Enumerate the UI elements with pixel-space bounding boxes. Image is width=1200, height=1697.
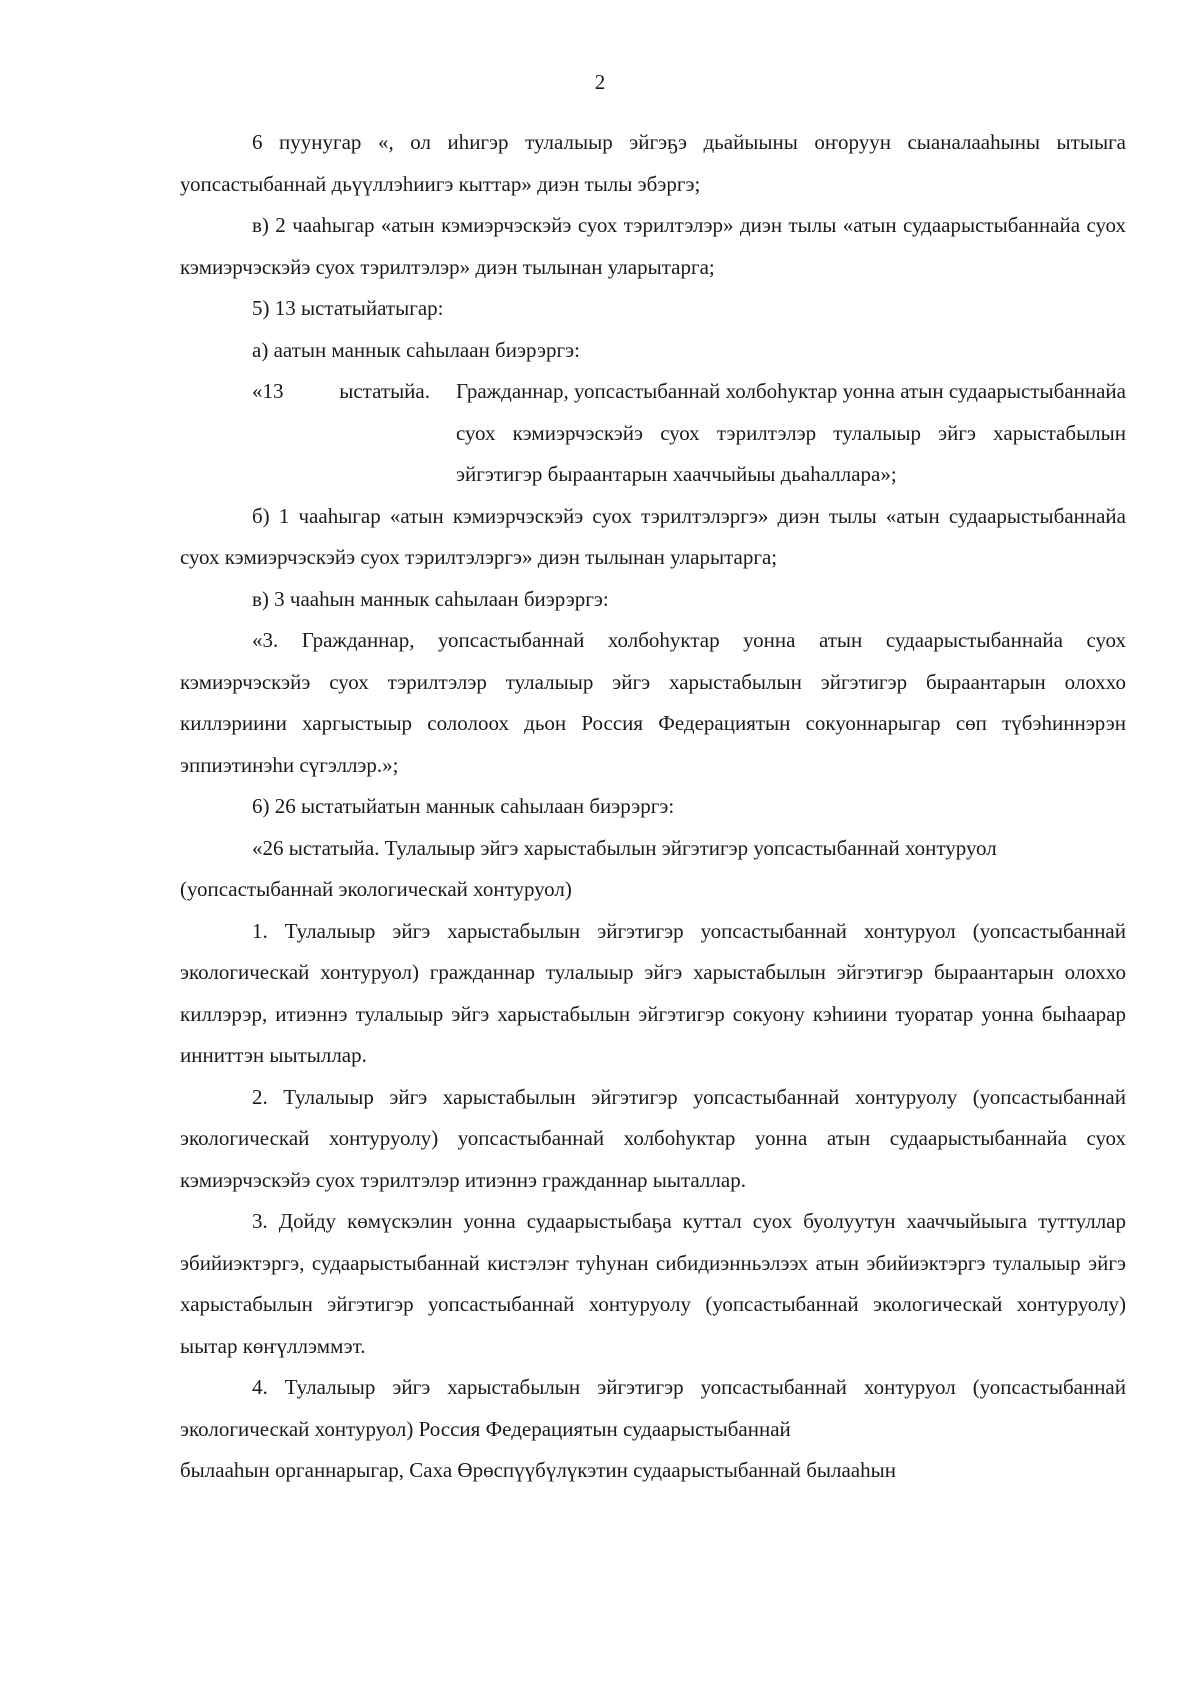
paragraph: 4. Тулалыыр эйгэ харыстабылын эйгэтигэр уопсастыбаннай хонтуруол (уопсастыбаннай экологическай хонтуруол) Россия Федерациятын судаарыстыбаннай bbox=[180, 1375, 1126, 1441]
paragraph: 5) 13 ыстатыйатыгар: bbox=[252, 296, 444, 320]
article-word: ыстатыйа. bbox=[339, 379, 430, 403]
paragraph: в) 2 чааһыгар «атын кэмиэрчэскэйэ суох тэрилтэлэр» диэн тылы «атын судаарыстыбаннайа суох кэмиэрчэскэйэ суох тэрилтэлэр» диэн тылынан уларытарга; bbox=[180, 213, 1126, 279]
article-13-heading bbox=[180, 371, 1126, 496]
paragraph: а) аатын маннык саһылаан биэрэргэ: bbox=[252, 337, 580, 362]
paragraph: 1. Тулалыыр эйгэ харыстабылын эйгэтигэр уопсастыбаннай хонтуруол (уопсастыбаннай экологическай хонтуруол) гражданнар тулалыыр эйгэ харыстабылын эйгэтигэр быраантарын олоххо киллэрэр, итиэннэ тулалыыр эйгэ харыстабылын эйгэтигэр сокуону кэһиини туоратар уонна быһаарар инниттэн ыытыллар. bbox=[180, 918, 1126, 1067]
article-13-number bbox=[252, 371, 456, 496]
paragraph-continuation: былааһын органнарыгар, Саха Өрөспүүбүлүкэтин судаарыстыбаннай былааһын bbox=[180, 1458, 896, 1482]
article-13-title: Гражданнар, уопсастыбаннай холбоһуктар уонна атын судаарыстыбаннайа суох кэмиэрчэскэйэ суох тэрилтэлэр тулалыыр эйгэ харыстабылын эйгэтигэр быраантарын хааччыйыы дьаһаллара»; bbox=[456, 379, 1126, 486]
paragraph: 6) 26 ыстатыйатын маннык саһылаан биэрэргэ: bbox=[252, 794, 675, 818]
article-26-subtitle: (уопсастыбаннай экологическай хонтуруол) bbox=[180, 877, 572, 901]
paragraph: «3. Гражданнар, уопсастыбаннай холбоһуктар уонна атын судаарыстыбаннайа суох кэмиэрчэскэйэ суох тэрилтэлэр тулалыыр эйгэ харыстабылын эйгэтигэр быраантарын олоххо киллэриини харгыстыыр сололоох дьон Россия Федерациятын сокуоннарыгар сөп түбэһиннэрэн эппиэтинэһи сүгэллэр.»; bbox=[180, 628, 1126, 777]
paragraph: б) 1 чааһыгар «атын кэмиэрчэскэйэ суох тэрилтэлэргэ» диэн тылы «атын судаарыстыбаннайа суох кэмиэрчэскэйэ суох тэрилтэлэргэ» диэн тылынан уларытарга; bbox=[180, 503, 1126, 569]
page-number: 2 bbox=[594, 70, 606, 94]
paragraph: 6 пуунугар «, ол иһигэр тулалыыр эйгэҕэ дьайыыны оҥоруун сыаналааһыны ытыыга уопсастыбаннай дьүүллэһиигэ кыттар» диэн тылы эбэргэ; bbox=[180, 130, 1126, 196]
paragraph: в) 3 чааһын маннык саһылаан биэрэргэ: bbox=[252, 586, 609, 611]
paragraph: 3. Дойду көмүскэлин уонна судаарыстыбаҕа куттал суох буолуутун хааччыйыыга туттуллар эбийиэктэргэ, судаарыстыбаннай кистэлэҥ туһунан сибидиэнньэлээх атын эбийиэктэргэ тулалыыр эйгэ харыстабылын эйгэтигэр уопсастыбаннай хонтуруолу (уопсастыбаннай экологическай хонтуруолу) ыытар көҥүллэммэт. bbox=[180, 1209, 1126, 1358]
paragraph: 2. Тулалыыр эйгэ харыстабылын эйгэтигэр уопсастыбаннай хонтуруолу (уопсастыбаннай экологическай хонтуруолу) уопсастыбаннай холбоһуктар уонна атын судаарыстыбаннайа суох кэмиэрчэскэйэ суох тэрилтэлэр итиэннэ гражданнар ыыталлар. bbox=[180, 1084, 1126, 1192]
article-26-title: «26 ыстатыйа. Тулалыыр эйгэ харыстабылын эйгэтигэр уопсастыбаннай хонтуруол bbox=[252, 835, 997, 860]
document-body bbox=[180, 122, 1126, 1492]
article-number-open: «13 bbox=[252, 379, 284, 403]
